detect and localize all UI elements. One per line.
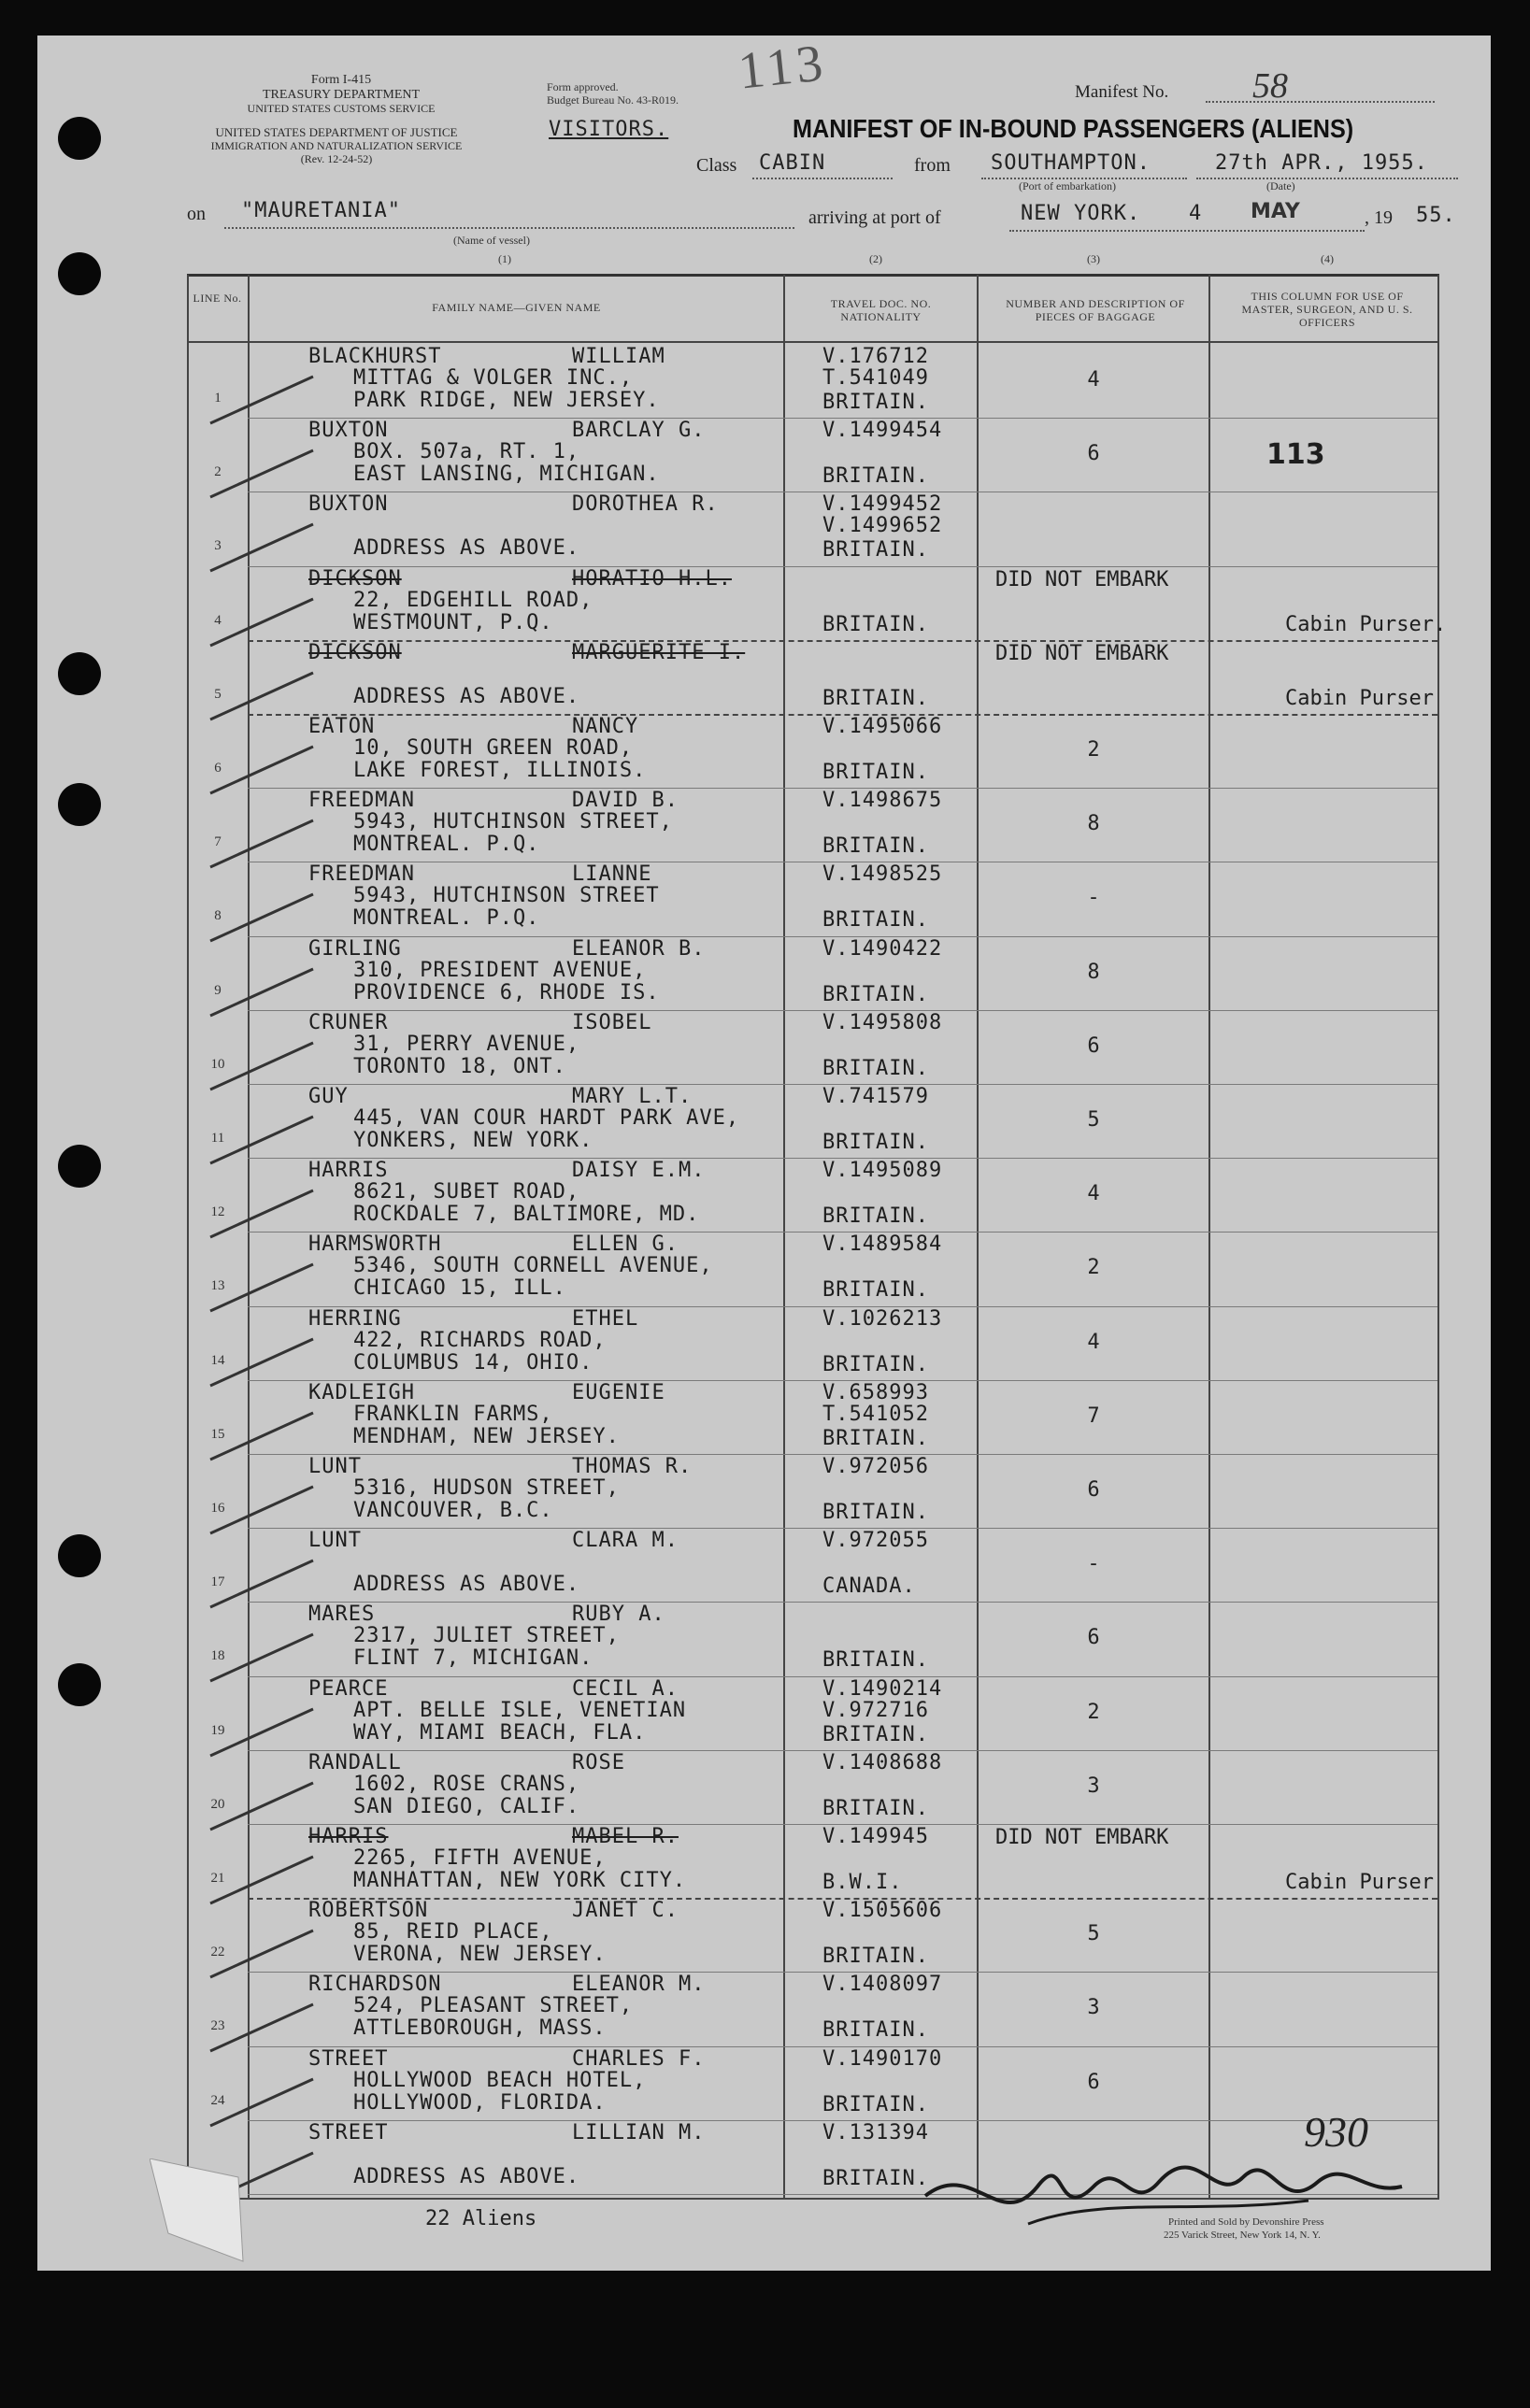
address-line: 422, RICHARDS ROAD,	[353, 1328, 607, 1352]
vessel-caption: (Name of vessel)	[453, 234, 530, 247]
family-name: GIRLING	[308, 936, 402, 961]
address-line: 5943, HUTCHINSON STREET,	[353, 810, 673, 834]
travel-doc-number: V.1495089	[822, 1159, 943, 1183]
nationality: BRITAIN.	[822, 464, 929, 489]
manifest-no-underline	[1206, 101, 1435, 103]
family-name: MARES	[308, 1603, 376, 1627]
given-name: ISOBEL	[572, 1010, 652, 1034]
class-label: Class	[696, 155, 737, 176]
line-number: 6	[214, 761, 222, 776]
travel-doc-number: V.1499652	[822, 514, 943, 538]
col-head-officers: THIS COLUMN FOR USE OF MASTER, SURGEON, AND U. S. OFFICERS	[1241, 290, 1413, 329]
address-line: MONTREAL. P.Q.	[353, 906, 540, 931]
given-name: DAISY E.M.	[572, 1159, 706, 1183]
line-number: 9	[214, 982, 222, 998]
check-mark	[201, 372, 322, 428]
family-name: DICKSON	[308, 640, 402, 664]
address-line: 524, PLEASANT STREET,	[353, 1994, 634, 2018]
on-label: on	[187, 204, 206, 224]
travel-doc-number: V.972055	[822, 1529, 929, 1553]
travel-doc-number: T.541052	[822, 1402, 929, 1426]
col-number-4: (4)	[1321, 252, 1334, 265]
line-number: 11	[210, 1131, 225, 1146]
form-number: Form I-415	[310, 73, 372, 87]
nationality: BRITAIN.	[822, 1426, 929, 1450]
address-line: ADDRESS AS ABOVE.	[353, 536, 580, 561]
nationality: BRITAIN.	[822, 1648, 929, 1673]
travel-doc-number: V.1489584	[822, 1232, 943, 1257]
given-name: EUGENIE	[572, 1380, 665, 1404]
address-line: YONKERS, NEW YORK.	[353, 1129, 593, 1152]
travel-doc-number: V.1498525	[822, 862, 943, 887]
cabin-purser-note: Cabin Purser.	[1285, 612, 1447, 636]
arriving-label: arriving at port of	[808, 207, 941, 228]
did-not-embark-note: DID NOT EMBARK	[995, 641, 1169, 665]
given-name: ELLEN G.	[572, 1232, 679, 1257]
given-name: THOMAS R.	[572, 1455, 693, 1478]
address-line: TORONTO 18, ONT.	[353, 1054, 566, 1078]
family-name: ROBERTSON	[308, 1899, 429, 1923]
baggage-count: 6	[1087, 442, 1100, 466]
printer-line-1: Printed and Sold by Devonshire Press	[1168, 2216, 1324, 2228]
printer-line-2: 225 Varick Street, New York 14, N. Y.	[1164, 2230, 1321, 2241]
travel-doc-number: V.149945	[822, 1825, 929, 1848]
check-mark	[201, 2074, 322, 2130]
line-number: 4	[214, 612, 222, 628]
embarkation-caption: (Port of embarkation)	[1019, 179, 1116, 192]
check-mark	[201, 1630, 322, 1686]
given-name: NANCY	[572, 715, 639, 738]
check-mark	[201, 2000, 322, 2056]
travel-doc-number: V.741579	[822, 1085, 929, 1108]
travel-doc-number: V.1490422	[822, 936, 943, 961]
travel-doc-number: V.1490170	[822, 2046, 943, 2071]
address-line: 31, PERRY AVENUE,	[353, 1032, 580, 1056]
port-of-embarkation: SOUTHAMPTON.	[991, 151, 1151, 175]
ins-line: IMMIGRATION AND NATURALIZATION SERVICE	[210, 139, 463, 152]
given-name: DAVID B.	[572, 789, 679, 813]
baggage-count: 8	[1087, 812, 1100, 836]
col-head-line-no: LINE No.	[193, 292, 242, 305]
address-line: 5316, HUDSON STREET,	[353, 1476, 620, 1500]
handwritten-sheet-number: 113	[736, 34, 829, 101]
given-name: BARCLAY G.	[572, 419, 706, 443]
address-line: 10, SOUTH GREEN ROAD,	[353, 736, 634, 760]
given-name: ELEANOR M.	[572, 1973, 706, 1997]
baggage-count: 2	[1087, 1256, 1100, 1280]
travel-doc-number: V.1490214	[822, 1676, 943, 1701]
address-line: FLINT 7, MICHIGAN.	[353, 1646, 593, 1671]
travel-doc-number: V.1498675	[822, 789, 943, 813]
baggage-count: -	[1087, 886, 1100, 910]
col-number-2: (2)	[869, 252, 882, 265]
nationality: BRITAIN.	[822, 538, 929, 563]
family-name: PEARCE	[308, 1676, 389, 1701]
given-name: JANET C.	[572, 1899, 679, 1923]
form-approved: Form approved.	[547, 80, 619, 93]
handwritten-time: 930	[1304, 2108, 1368, 2156]
family-name: HARRIS	[308, 1825, 389, 1848]
line-number: 19	[210, 1722, 225, 1738]
given-name: MARY L.T.	[572, 1085, 693, 1108]
doc-col-rule	[977, 275, 979, 2198]
address-line: ROCKDALE 7, BALTIMORE, MD.	[353, 1203, 700, 1227]
col-number-1: (1)	[498, 252, 511, 265]
line-number: 21	[210, 1871, 225, 1886]
line-number: 10	[210, 1056, 225, 1072]
family-name: HARRIS	[308, 1159, 389, 1183]
address-line: WESTMOUNT, P.Q.	[353, 610, 553, 634]
baggage-count: -	[1087, 1552, 1100, 1576]
given-name: CHARLES F.	[572, 2046, 706, 2071]
line-number: 12	[210, 1204, 225, 1220]
nationality: BRITAIN.	[822, 1796, 929, 1820]
line-number: 16	[210, 1501, 225, 1516]
check-mark	[201, 890, 322, 946]
aliens-count: 22 Aliens	[425, 2207, 537, 2230]
check-mark	[201, 1408, 322, 1464]
check-mark	[201, 1556, 322, 1612]
address-line: 445, VAN COUR HARDT PARK AVE,	[353, 1106, 740, 1130]
line-number: 2	[214, 464, 222, 480]
travel-doc-number: V.1499454	[822, 419, 943, 443]
nationality: CANADA.	[822, 1574, 916, 1599]
col-number-3: (3)	[1087, 252, 1100, 265]
travel-doc-number: V.1505606	[822, 1899, 943, 1923]
travel-doc-number: V.972056	[822, 1455, 929, 1478]
did-not-embark-note: DID NOT EMBARK	[995, 567, 1169, 591]
family-name: LUNT	[308, 1529, 362, 1553]
customs-service-line: UNITED STATES CUSTOMS SERVICE	[247, 102, 436, 115]
arrival-port: NEW YORK.	[1021, 202, 1141, 225]
family-name: HARMSWORTH	[308, 1232, 442, 1257]
family-name: RANDALL	[308, 1750, 402, 1774]
table-header-rule	[187, 341, 1439, 343]
family-name: DICKSON	[308, 566, 402, 591]
address-line: SAN DIEGO, CALIF.	[353, 1794, 580, 1818]
baggage-col-rule	[1208, 275, 1210, 2198]
arrival-year: 55.	[1416, 204, 1456, 227]
address-line: 1602, ROSE CRANS,	[353, 1772, 580, 1796]
check-mark	[201, 520, 322, 576]
date-underline	[1196, 178, 1458, 179]
line-number: 17	[210, 1574, 225, 1590]
address-line: MONTREAL. P.Q.	[353, 833, 540, 857]
address-line: VANCOUVER, B.C.	[353, 1499, 553, 1522]
baggage-count: 6	[1087, 1478, 1100, 1502]
line-number: 20	[210, 1796, 225, 1812]
row-separator	[248, 640, 1437, 642]
manifest-no-value: 58	[1252, 66, 1288, 106]
baggage-count: 2	[1087, 738, 1100, 762]
family-name: GUY	[308, 1085, 349, 1108]
cabin-purser-note: Cabin Purser	[1285, 686, 1434, 710]
given-name: RUBY A.	[572, 1603, 665, 1627]
given-name: ETHEL	[572, 1306, 639, 1331]
table-right-rule	[1437, 275, 1439, 2198]
address-line: ADDRESS AS ABOVE.	[353, 2164, 580, 2188]
baggage-count: 6	[1087, 1033, 1100, 1058]
line-number: 14	[210, 1352, 225, 1368]
address-line: HOLLYWOOD BEACH HOTEL,	[353, 2068, 647, 2092]
family-name: STREET	[308, 2120, 389, 2144]
check-mark	[201, 816, 322, 872]
given-name: CECIL A.	[572, 1676, 679, 1701]
nationality: BRITAIN.	[822, 1352, 929, 1376]
check-mark	[201, 1852, 322, 1908]
col-head-baggage: NUMBER AND DESCRIPTION OF PIECES OF BAGGAGE	[1006, 297, 1185, 323]
check-mark	[201, 1112, 322, 1168]
line-number: 3	[214, 538, 222, 554]
binder-hole	[58, 783, 101, 826]
travel-doc-number: V.1499452	[822, 492, 943, 517]
travel-doc-number: V.1495808	[822, 1010, 943, 1034]
family-name: FREEDMAN	[308, 789, 415, 813]
travel-doc-number: V.1026213	[822, 1306, 943, 1331]
address-line: ADDRESS AS ABOVE.	[353, 1573, 580, 1597]
check-mark	[201, 1334, 322, 1390]
family-name: FREEDMAN	[308, 862, 415, 887]
travel-doc-number: V.1408688	[822, 1750, 943, 1774]
family-name: KADLEIGH	[308, 1380, 415, 1404]
binder-hole	[58, 652, 101, 695]
check-mark	[201, 1778, 322, 1834]
address-line: APT. BELLE ISLE, VENETIAN	[353, 1698, 687, 1722]
address-line: 22, EDGEHILL ROAD,	[353, 588, 593, 612]
nationality: BRITAIN.	[822, 834, 929, 859]
address-line: CHICAGO 15, ILL.	[353, 1276, 566, 1301]
family-name: HERRING	[308, 1306, 402, 1331]
embarkation-date: 27th APR., 1955.	[1215, 151, 1428, 175]
baggage-count: 4	[1087, 1182, 1100, 1206]
given-name: ELEANOR B.	[572, 936, 706, 961]
line-number: 1	[214, 391, 222, 406]
family-name: EATON	[308, 715, 376, 738]
nationality: BRITAIN.	[822, 686, 929, 710]
address-line: COLUMBUS 14, OHIO.	[353, 1350, 593, 1375]
baggage-count: 5	[1087, 1922, 1100, 1946]
travel-doc-number: V.972716	[822, 1698, 929, 1722]
travel-doc-number: V.658993	[822, 1380, 929, 1404]
nationality: BRITAIN.	[822, 612, 929, 636]
address-line: ADDRESS AS ABOVE.	[353, 684, 580, 708]
nationality: BRITAIN.	[822, 1131, 929, 1154]
check-mark	[201, 1926, 322, 1982]
class-underline	[752, 178, 893, 179]
class-value: CABIN	[759, 151, 826, 175]
vessel-name: "MAURETANIA"	[241, 199, 401, 222]
binder-hole	[58, 1534, 101, 1577]
address-line: EAST LANSING, MICHIGAN.	[353, 463, 660, 487]
travel-doc-number: V.1408097	[822, 1973, 943, 1997]
line-number: 23	[210, 2018, 225, 2034]
given-name: DOROTHEA R.	[572, 492, 719, 517]
line-number: 8	[214, 908, 222, 924]
address-line: VERONA, NEW JERSEY.	[353, 1943, 607, 1967]
baggage-count: 4	[1087, 1330, 1100, 1354]
given-name: HORATIO H.L.	[572, 566, 732, 591]
table-left-rule	[187, 275, 189, 2198]
col-head-name: FAMILY NAME—GIVEN NAME	[432, 301, 601, 314]
arrival-underline	[1009, 230, 1365, 232]
given-name: LILLIAN M.	[572, 2120, 706, 2144]
address-line: BOX. 507a, RT. 1,	[353, 440, 580, 464]
given-name: ROSE	[572, 1750, 625, 1774]
line-number: 22	[210, 1945, 225, 1960]
nationality: B.W.I.	[822, 1871, 903, 1894]
baggage-count: 2	[1087, 1700, 1100, 1724]
address-line: ATTLEBOROUGH, MASS.	[353, 2016, 607, 2041]
address-line: FRANKLIN FARMS,	[353, 1402, 553, 1426]
manifest-title: MANIFEST OF IN-BOUND PASSENGERS (ALIENS)	[793, 114, 1354, 143]
baggage-count: 6	[1087, 2070, 1100, 2094]
date-caption: (Date)	[1266, 179, 1295, 192]
name-col-rule	[783, 275, 785, 2198]
address-line: PROVIDENCE 6, RHODE IS.	[353, 980, 660, 1005]
nationality: BRITAIN.	[822, 2166, 929, 2190]
check-mark	[201, 594, 322, 650]
nationality: BRITAIN.	[822, 1945, 929, 1969]
address-line: 85, REID PLACE,	[353, 1920, 553, 1945]
nationality: BRITAIN.	[822, 1501, 929, 1524]
address-line: LAKE FOREST, ILLINOIS.	[353, 759, 647, 782]
master-signature	[916, 2093, 1439, 2243]
nationality: BRITAIN.	[822, 1722, 929, 1746]
line-number: 15	[210, 1426, 225, 1442]
line-number: 18	[210, 1648, 225, 1664]
binder-hole	[58, 117, 101, 160]
travel-doc-number: V.1495066	[822, 715, 943, 738]
address-line: 5943, HUTCHINSON STREET	[353, 884, 660, 908]
nationality: BRITAIN.	[822, 1278, 929, 1303]
officer-note: 113	[1266, 438, 1325, 472]
cabin-purser-note: Cabin Purser	[1285, 1871, 1434, 1894]
family-name: BLACKHURST	[308, 345, 442, 368]
family-name: LUNT	[308, 1455, 362, 1478]
baggage-count: 8	[1087, 960, 1100, 984]
travel-doc-number: V.131394	[822, 2120, 929, 2144]
baggage-count: 3	[1087, 1996, 1100, 2020]
nationality: BRITAIN.	[822, 1056, 929, 1080]
nationality: BRITAIN.	[822, 2018, 929, 2043]
revision-line: (Rev. 12-24-52)	[300, 152, 373, 165]
family-name: RICHARDSON	[308, 1973, 442, 1997]
address-line: MITTAG & VOLGER INC.,	[353, 366, 634, 390]
address-line: WAY, MIAMI BEACH, FLA.	[353, 1720, 647, 1745]
from-label: from	[914, 155, 951, 176]
nationality: BRITAIN.	[822, 982, 929, 1006]
line-number: 24	[210, 2092, 225, 2108]
line-number: 13	[210, 1278, 225, 1294]
col-head-travel-doc: TRAVEL DOC. NO. NATIONALITY	[830, 297, 932, 323]
family-name: STREET	[308, 2046, 389, 2071]
row-separator	[248, 1602, 1437, 1603]
binder-hole	[58, 1145, 101, 1188]
check-mark	[201, 668, 322, 724]
travel-doc-number: V.176712	[822, 345, 929, 368]
nationality: BRITAIN.	[822, 1204, 929, 1229]
family-name: BUXTON	[308, 419, 389, 443]
nationality: BRITAIN.	[822, 391, 929, 414]
visitors-stamp: VISITORS.	[549, 118, 669, 141]
binder-hole	[58, 252, 101, 295]
treasury-dept-line: TREASURY DEPARTMENT	[262, 88, 421, 102]
address-line: MENDHAM, NEW JERSEY.	[353, 1424, 620, 1448]
budget-bureau: Budget Bureau No. 43-R019.	[547, 93, 679, 107]
baggage-count: 5	[1087, 1108, 1100, 1132]
given-name: CLARA M.	[572, 1529, 679, 1553]
travel-doc-number: T.541049	[822, 366, 929, 390]
address-line: 2265, FIFTH AVENUE,	[353, 1846, 607, 1870]
folded-corner	[150, 2159, 252, 2271]
arrival-month: MAY	[1251, 200, 1300, 223]
address-line: 5346, SOUTH CORNELL AVENUE,	[353, 1254, 713, 1278]
check-mark	[201, 446, 322, 502]
table-top-rule	[187, 274, 1439, 277]
address-line: MANHATTAN, NEW YORK CITY.	[353, 1869, 687, 1892]
address-line: 2317, JULIET STREET,	[353, 1624, 620, 1648]
check-mark	[201, 742, 322, 798]
given-name: MARGUERITE I.	[572, 640, 746, 664]
row-separator	[248, 566, 1437, 567]
address-line: PARK RIDGE, NEW JERSEY.	[353, 389, 660, 412]
arrival-day: 4	[1189, 202, 1203, 225]
check-mark	[201, 1038, 322, 1094]
baggage-count: 7	[1087, 1403, 1100, 1428]
check-mark	[201, 964, 322, 1020]
check-mark	[201, 1482, 322, 1538]
given-name: MABEL R.	[572, 1825, 679, 1848]
address-line: 310, PRESIDENT AVENUE,	[353, 958, 647, 982]
line-number: 5	[214, 686, 222, 702]
baggage-count: 4	[1087, 368, 1100, 392]
justice-dept-line: UNITED STATES DEPARTMENT OF JUSTICE	[215, 125, 458, 139]
nationality: BRITAIN.	[822, 2092, 929, 2116]
check-mark	[201, 1186, 322, 1242]
given-name: WILLIAM	[572, 345, 665, 368]
given-name: LIANNE	[572, 862, 652, 887]
address-line: 8621, SUBET ROAD,	[353, 1180, 580, 1204]
baggage-count: 6	[1087, 1626, 1100, 1650]
vessel-underline	[224, 227, 794, 229]
did-not-embark-note: DID NOT EMBARK	[995, 1826, 1169, 1849]
arrival-year-prefix: , 19	[1365, 207, 1393, 228]
nationality: BRITAIN.	[822, 761, 929, 784]
check-mark	[201, 1704, 322, 1760]
family-name: CRUNER	[308, 1010, 389, 1034]
family-name: BUXTON	[308, 492, 389, 517]
address-line: HOLLYWOOD, FLORIDA.	[353, 2090, 607, 2115]
check-mark	[201, 1260, 322, 1316]
manifest-no-label: Manifest No.	[1075, 82, 1169, 102]
baggage-count: 3	[1087, 1774, 1100, 1798]
binder-hole	[58, 1663, 101, 1706]
line-number: 7	[214, 834, 222, 850]
nationality: BRITAIN.	[822, 908, 929, 933]
